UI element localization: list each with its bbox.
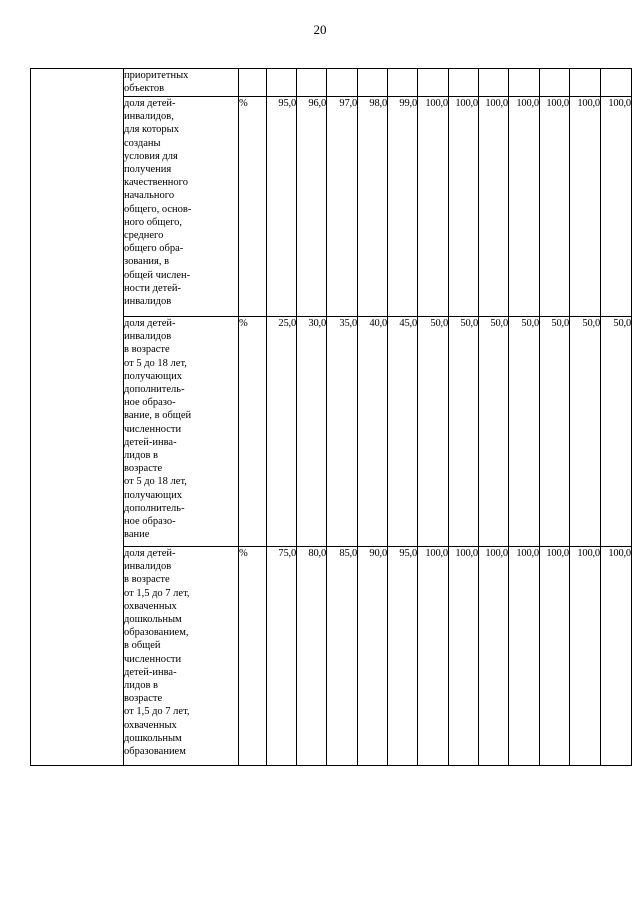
indicator-name-cell xyxy=(124,317,239,547)
value-cell: 90,0 xyxy=(358,547,388,766)
value-cell xyxy=(358,69,388,97)
indicator-name-line: детей-инва- xyxy=(124,666,177,678)
value-cell xyxy=(418,69,449,97)
indicator-name-line: условия для xyxy=(124,150,178,162)
value-cell: 95,0 xyxy=(267,97,297,317)
table-row xyxy=(31,69,632,97)
value-cell: 100,0 xyxy=(509,547,540,766)
value-cell xyxy=(327,69,358,97)
value-cell: 100,0 xyxy=(509,97,540,317)
indicator-name-line: ное образо- xyxy=(124,397,176,409)
indicator-name-line: инвалидов xyxy=(124,561,172,573)
indicator-name-line: ное образо- xyxy=(124,516,176,528)
indicator-name-line: инвалидов, xyxy=(124,111,174,123)
indicator-name-line: в общей xyxy=(124,640,161,652)
value-cell: 100,0 xyxy=(479,97,509,317)
value-cell xyxy=(570,69,601,97)
indicator-name-line: доля детей- xyxy=(124,318,176,329)
value-cell: 85,0 xyxy=(327,547,358,766)
program-cell xyxy=(31,69,124,766)
indicator-name-line: лидов в xyxy=(124,680,158,692)
indicator-name-line: инвалидов xyxy=(124,331,172,343)
indicator-name-line: от 1,5 до 7 лет, xyxy=(124,706,190,718)
value-cell: 40,0 xyxy=(358,317,388,547)
value-cell: 50,0 xyxy=(540,317,570,547)
value-cell: 100,0 xyxy=(418,97,449,317)
value-cell: 50,0 xyxy=(479,317,509,547)
indicator-name-line: качественного xyxy=(124,177,188,189)
value-cell xyxy=(540,69,570,97)
indicator-name-line: возрасте xyxy=(124,693,163,705)
value-cell: 100,0 xyxy=(449,547,479,766)
indicator-name-line: лидов в xyxy=(124,450,158,462)
indicator-name-cell xyxy=(124,69,239,97)
value-cell: 100,0 xyxy=(418,547,449,766)
indicator-name-line: объектов xyxy=(124,83,165,95)
value-cell: 50,0 xyxy=(570,317,601,547)
value-cell xyxy=(388,69,418,97)
value-cell xyxy=(297,69,327,97)
indicator-name-line: начального xyxy=(124,190,175,202)
value-cell: 100,0 xyxy=(449,97,479,317)
indicator-name-line: общего обра- xyxy=(124,243,184,255)
value-cell: 50,0 xyxy=(449,317,479,547)
indicator-name-line: вание xyxy=(124,529,150,541)
indicator-name-line: численности xyxy=(124,423,182,435)
indicator-name-line: образованием xyxy=(124,746,186,758)
indicator-name-line: ного общего, xyxy=(124,216,183,228)
indicator-name-cell xyxy=(124,97,239,317)
page-number: 20 xyxy=(313,22,327,37)
value-cell xyxy=(509,69,540,97)
value-cell: 100,0 xyxy=(570,547,601,766)
value-cell: 30,0 xyxy=(297,317,327,547)
indicator-name-line: получающих xyxy=(124,370,182,382)
indicator-name-line: дополнитель- xyxy=(124,502,185,514)
value-cell: 50,0 xyxy=(418,317,449,547)
indicator-name-line: в возрасте xyxy=(124,574,170,586)
indicator-name-line: ности детей- xyxy=(124,282,181,294)
indicator-name-line: зования, в xyxy=(124,256,170,268)
indicator-name-line: общей числен- xyxy=(124,269,191,281)
indicator-name-line: получения xyxy=(124,164,172,176)
indicator-name-line: от 1,5 до 7 лет, xyxy=(124,587,190,599)
value-cell: 97,0 xyxy=(327,97,358,317)
unit-cell xyxy=(239,69,267,97)
indicator-name-line: в возрасте xyxy=(124,344,170,356)
indicator-name-line: детей-инва- xyxy=(124,436,177,448)
value-cell: 25,0 xyxy=(267,317,297,547)
value-cell: 100,0 xyxy=(601,97,632,317)
value-cell: 99,0 xyxy=(388,97,418,317)
indicator-name-line: дошкольным xyxy=(124,614,182,626)
indicator-name-line: охваченных xyxy=(124,600,177,612)
value-cell: 100,0 xyxy=(479,547,509,766)
value-cell: 100,0 xyxy=(601,547,632,766)
unit-cell: % xyxy=(239,317,267,547)
value-cell: 100,0 xyxy=(540,97,570,317)
value-cell: 100,0 xyxy=(570,97,601,317)
indicator-name-line: среднего xyxy=(124,230,164,242)
value-cell: 75,0 xyxy=(267,547,297,766)
indicator-name-line: инвалидов xyxy=(124,296,172,308)
unit-cell: % xyxy=(239,97,267,317)
indicator-name-line: доля детей- xyxy=(124,548,176,559)
indicator-name-line: от 5 до 18 лет, xyxy=(124,476,187,488)
value-cell: 98,0 xyxy=(358,97,388,317)
indicator-name-line: приоритетных xyxy=(124,70,189,81)
value-cell: 96,0 xyxy=(297,97,327,317)
value-cell xyxy=(267,69,297,97)
indicator-name-line: дошкольным xyxy=(124,732,182,744)
indicator-name-line: дополнитель- xyxy=(124,384,185,396)
value-cell: 95,0 xyxy=(388,547,418,766)
indicator-name-line: получающих xyxy=(124,489,182,501)
indicator-name-line: созданы xyxy=(124,137,161,149)
value-cell: 100,0 xyxy=(540,547,570,766)
indicator-name-line: от 5 до 18 лет, xyxy=(124,357,187,369)
value-cell: 35,0 xyxy=(327,317,358,547)
value-cell xyxy=(449,69,479,97)
indicator-name-line: доля детей- xyxy=(124,98,176,109)
indicator-name-line: вание, в общей xyxy=(124,410,192,422)
indicator-name-line: образованием, xyxy=(124,627,189,639)
value-cell: 80,0 xyxy=(297,547,327,766)
indicator-name-line: общего, основ- xyxy=(124,203,192,215)
indicator-name-line: для которых xyxy=(124,124,179,136)
indicator-name-line: возрасте xyxy=(124,463,163,475)
indicators-table xyxy=(30,68,632,766)
indicator-name-line: численности xyxy=(124,653,182,665)
indicator-name-cell xyxy=(124,547,239,766)
unit-cell: % xyxy=(239,547,267,766)
value-cell: 50,0 xyxy=(509,317,540,547)
value-cell xyxy=(601,69,632,97)
value-cell: 50,0 xyxy=(601,317,632,547)
value-cell: 45,0 xyxy=(388,317,418,547)
value-cell xyxy=(479,69,509,97)
indicator-name-line: охваченных xyxy=(124,719,177,731)
